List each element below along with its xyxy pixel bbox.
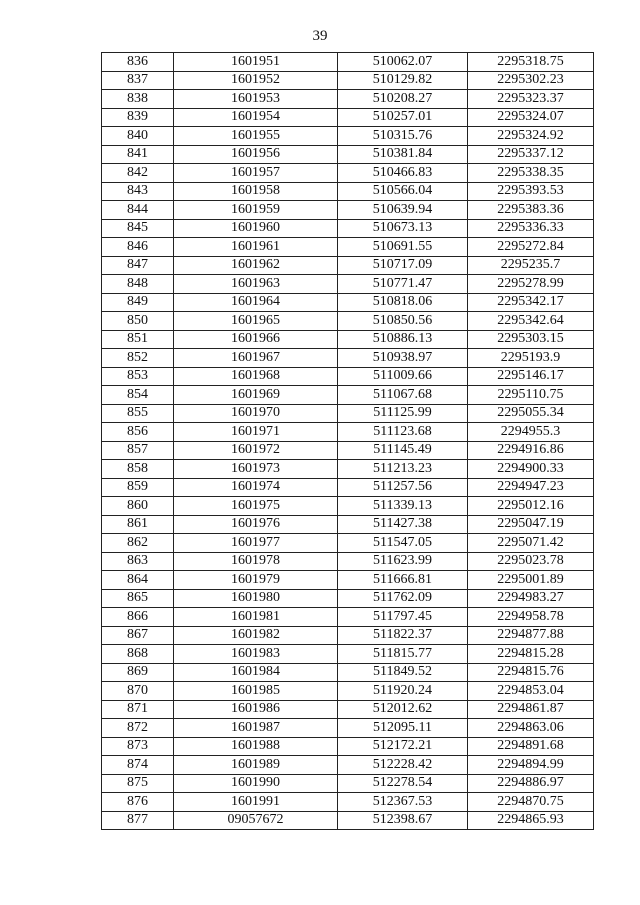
table-row <box>102 108 594 127</box>
parcel-id-cell: 1601978 <box>174 552 338 571</box>
point-number-cell: 869 <box>102 663 174 682</box>
y-coordinate-cell: 2295338.35 <box>468 164 594 183</box>
point-number-cell: 867 <box>102 626 174 645</box>
table-row <box>102 293 594 312</box>
y-coordinate-cell: 2294900.33 <box>468 460 594 479</box>
point-number-cell: 873 <box>102 737 174 756</box>
x-coordinate-cell: 512367.53 <box>338 793 468 812</box>
parcel-id-cell: 1601980 <box>174 589 338 608</box>
y-coordinate-cell: 2295146.17 <box>468 367 594 386</box>
point-number-cell: 862 <box>102 534 174 553</box>
y-coordinate-cell: 2295047.19 <box>468 515 594 534</box>
x-coordinate-cell: 511822.37 <box>338 626 468 645</box>
parcel-id-cell: 1601965 <box>174 312 338 331</box>
parcel-id-cell: 1601963 <box>174 275 338 294</box>
table-row <box>102 774 594 793</box>
table-row <box>102 737 594 756</box>
point-number-cell: 853 <box>102 367 174 386</box>
parcel-id-cell: 1601975 <box>174 497 338 516</box>
x-coordinate-cell: 510466.83 <box>338 164 468 183</box>
parcel-id-cell: 09057672 <box>174 811 338 830</box>
point-number-cell: 861 <box>102 515 174 534</box>
point-number-cell: 836 <box>102 53 174 72</box>
y-coordinate-cell: 2295337.12 <box>468 145 594 164</box>
y-coordinate-cell: 2294863.06 <box>468 719 594 738</box>
point-number-cell: 857 <box>102 441 174 460</box>
table-row <box>102 201 594 220</box>
y-coordinate-cell: 2295324.92 <box>468 127 594 146</box>
point-number-cell: 854 <box>102 386 174 405</box>
parcel-id-cell: 1601955 <box>174 127 338 146</box>
x-coordinate-cell: 511849.52 <box>338 663 468 682</box>
y-coordinate-cell: 2295235.7 <box>468 256 594 275</box>
y-coordinate-cell: 2295342.64 <box>468 312 594 331</box>
x-coordinate-cell: 511815.77 <box>338 645 468 664</box>
table-row <box>102 330 594 349</box>
table-row <box>102 386 594 405</box>
parcel-id-cell: 1601973 <box>174 460 338 479</box>
table-row <box>102 312 594 331</box>
table-row <box>102 515 594 534</box>
table-row <box>102 127 594 146</box>
y-coordinate-cell: 2295278.99 <box>468 275 594 294</box>
point-number-cell: 844 <box>102 201 174 220</box>
parcel-id-cell: 1601981 <box>174 608 338 627</box>
x-coordinate-cell: 510850.56 <box>338 312 468 331</box>
x-coordinate-cell: 510771.47 <box>338 275 468 294</box>
point-number-cell: 868 <box>102 645 174 664</box>
point-number-cell: 847 <box>102 256 174 275</box>
table-row <box>102 571 594 590</box>
x-coordinate-cell: 510818.06 <box>338 293 468 312</box>
x-coordinate-cell: 511123.68 <box>338 423 468 442</box>
y-coordinate-cell: 2295303.15 <box>468 330 594 349</box>
x-coordinate-cell: 510381.84 <box>338 145 468 164</box>
x-coordinate-cell: 510691.55 <box>338 238 468 257</box>
x-coordinate-cell: 510717.09 <box>338 256 468 275</box>
y-coordinate-cell: 2294853.04 <box>468 682 594 701</box>
x-coordinate-cell: 511067.68 <box>338 386 468 405</box>
point-number-cell: 849 <box>102 293 174 312</box>
table-row <box>102 552 594 571</box>
table-row <box>102 589 594 608</box>
parcel-id-cell: 1601953 <box>174 90 338 109</box>
x-coordinate-cell: 510639.94 <box>338 201 468 220</box>
point-number-cell: 876 <box>102 793 174 812</box>
table-row <box>102 756 594 775</box>
point-number-cell: 852 <box>102 349 174 368</box>
table-row <box>102 719 594 738</box>
x-coordinate-cell: 511547.05 <box>338 534 468 553</box>
x-coordinate-cell: 512172.21 <box>338 737 468 756</box>
y-coordinate-cell: 2295318.75 <box>468 53 594 72</box>
page-number: 39 <box>312 28 328 44</box>
table-row <box>102 367 594 386</box>
parcel-id-cell: 1601979 <box>174 571 338 590</box>
point-number-cell: 858 <box>102 460 174 479</box>
point-number-cell: 865 <box>102 589 174 608</box>
y-coordinate-cell: 2294877.88 <box>468 626 594 645</box>
x-coordinate-cell: 510886.13 <box>338 330 468 349</box>
table-row <box>102 626 594 645</box>
x-coordinate-cell: 511427.38 <box>338 515 468 534</box>
parcel-id-cell: 1601984 <box>174 663 338 682</box>
parcel-id-cell: 1601954 <box>174 108 338 127</box>
x-coordinate-cell: 510062.07 <box>338 53 468 72</box>
y-coordinate-cell: 2295110.75 <box>468 386 594 405</box>
coordinates-table <box>101 52 594 830</box>
point-number-cell: 837 <box>102 71 174 90</box>
x-coordinate-cell: 510938.97 <box>338 349 468 368</box>
point-number-cell: 842 <box>102 164 174 183</box>
y-coordinate-cell: 2295272.84 <box>468 238 594 257</box>
point-number-cell: 877 <box>102 811 174 830</box>
y-coordinate-cell: 2295023.78 <box>468 552 594 571</box>
parcel-id-cell: 1601974 <box>174 478 338 497</box>
table-row <box>102 608 594 627</box>
parcel-id-cell: 1601989 <box>174 756 338 775</box>
x-coordinate-cell: 511125.99 <box>338 404 468 423</box>
y-coordinate-cell: 2295071.42 <box>468 534 594 553</box>
point-number-cell: 840 <box>102 127 174 146</box>
parcel-id-cell: 1601958 <box>174 182 338 201</box>
parcel-id-cell: 1601976 <box>174 515 338 534</box>
table-row <box>102 645 594 664</box>
table-row <box>102 53 594 72</box>
point-number-cell: 848 <box>102 275 174 294</box>
table-row <box>102 349 594 368</box>
table-row <box>102 700 594 719</box>
parcel-id-cell: 1601962 <box>174 256 338 275</box>
point-number-cell: 864 <box>102 571 174 590</box>
table-row <box>102 497 594 516</box>
table-row <box>102 71 594 90</box>
point-number-cell: 851 <box>102 330 174 349</box>
x-coordinate-cell: 510566.04 <box>338 182 468 201</box>
parcel-id-cell: 1601968 <box>174 367 338 386</box>
y-coordinate-cell: 2294815.28 <box>468 645 594 664</box>
x-coordinate-cell: 510315.76 <box>338 127 468 146</box>
x-coordinate-cell: 511213.23 <box>338 460 468 479</box>
table-row <box>102 404 594 423</box>
x-coordinate-cell: 511257.56 <box>338 478 468 497</box>
point-number-cell: 872 <box>102 719 174 738</box>
y-coordinate-cell: 2294815.76 <box>468 663 594 682</box>
y-coordinate-cell: 2295012.16 <box>468 497 594 516</box>
point-number-cell: 846 <box>102 238 174 257</box>
parcel-id-cell: 1601959 <box>174 201 338 220</box>
parcel-id-cell: 1601966 <box>174 330 338 349</box>
y-coordinate-cell: 2295324.07 <box>468 108 594 127</box>
y-coordinate-cell: 2295001.89 <box>468 571 594 590</box>
parcel-id-cell: 1601969 <box>174 386 338 405</box>
y-coordinate-cell: 2294861.87 <box>468 700 594 719</box>
table-row <box>102 219 594 238</box>
y-coordinate-cell: 2294865.93 <box>468 811 594 830</box>
y-coordinate-cell: 2295342.17 <box>468 293 594 312</box>
parcel-id-cell: 1601982 <box>174 626 338 645</box>
parcel-id-cell: 1601964 <box>174 293 338 312</box>
point-number-cell: 871 <box>102 700 174 719</box>
parcel-id-cell: 1601988 <box>174 737 338 756</box>
table-row <box>102 423 594 442</box>
y-coordinate-cell: 2295055.34 <box>468 404 594 423</box>
parcel-id-cell: 1601951 <box>174 53 338 72</box>
point-number-cell: 855 <box>102 404 174 423</box>
point-number-cell: 838 <box>102 90 174 109</box>
x-coordinate-cell: 510208.27 <box>338 90 468 109</box>
x-coordinate-cell: 511762.09 <box>338 589 468 608</box>
x-coordinate-cell: 512095.11 <box>338 719 468 738</box>
x-coordinate-cell: 511797.45 <box>338 608 468 627</box>
table-row <box>102 682 594 701</box>
parcel-id-cell: 1601970 <box>174 404 338 423</box>
y-coordinate-cell: 2294894.99 <box>468 756 594 775</box>
y-coordinate-cell: 2295323.37 <box>468 90 594 109</box>
table-row <box>102 811 594 830</box>
parcel-id-cell: 1601957 <box>174 164 338 183</box>
y-coordinate-cell: 2295302.23 <box>468 71 594 90</box>
parcel-id-cell: 1601956 <box>174 145 338 164</box>
point-number-cell: 845 <box>102 219 174 238</box>
y-coordinate-cell: 2294955.3 <box>468 423 594 442</box>
table-row <box>102 164 594 183</box>
table-row <box>102 90 594 109</box>
point-number-cell: 866 <box>102 608 174 627</box>
y-coordinate-cell: 2294886.97 <box>468 774 594 793</box>
point-number-cell: 859 <box>102 478 174 497</box>
y-coordinate-cell: 2295393.53 <box>468 182 594 201</box>
x-coordinate-cell: 511623.99 <box>338 552 468 571</box>
y-coordinate-cell: 2294870.75 <box>468 793 594 812</box>
point-number-cell: 875 <box>102 774 174 793</box>
table-row <box>102 256 594 275</box>
y-coordinate-cell: 2295193.9 <box>468 349 594 368</box>
parcel-id-cell: 1601991 <box>174 793 338 812</box>
point-number-cell: 874 <box>102 756 174 775</box>
point-number-cell: 850 <box>102 312 174 331</box>
point-number-cell: 843 <box>102 182 174 201</box>
x-coordinate-cell: 512012.62 <box>338 700 468 719</box>
parcel-id-cell: 1601952 <box>174 71 338 90</box>
point-number-cell: 841 <box>102 145 174 164</box>
parcel-id-cell: 1601986 <box>174 700 338 719</box>
table-row <box>102 663 594 682</box>
coordinates-table-body <box>102 53 594 830</box>
x-coordinate-cell: 510673.13 <box>338 219 468 238</box>
x-coordinate-cell: 511009.66 <box>338 367 468 386</box>
y-coordinate-cell: 2294958.78 <box>468 608 594 627</box>
parcel-id-cell: 1601961 <box>174 238 338 257</box>
table-row <box>102 478 594 497</box>
parcel-id-cell: 1601985 <box>174 682 338 701</box>
point-number-cell: 860 <box>102 497 174 516</box>
x-coordinate-cell: 511666.81 <box>338 571 468 590</box>
y-coordinate-cell: 2294947.23 <box>468 478 594 497</box>
table-row <box>102 182 594 201</box>
point-number-cell: 870 <box>102 682 174 701</box>
parcel-id-cell: 1601977 <box>174 534 338 553</box>
y-coordinate-cell: 2294891.68 <box>468 737 594 756</box>
y-coordinate-cell: 2294916.86 <box>468 441 594 460</box>
table-row <box>102 441 594 460</box>
y-coordinate-cell: 2295383.36 <box>468 201 594 220</box>
table-row <box>102 145 594 164</box>
y-coordinate-cell: 2295336.33 <box>468 219 594 238</box>
x-coordinate-cell: 511339.13 <box>338 497 468 516</box>
parcel-id-cell: 1601972 <box>174 441 338 460</box>
table-row <box>102 793 594 812</box>
x-coordinate-cell: 511145.49 <box>338 441 468 460</box>
table-row <box>102 275 594 294</box>
parcel-id-cell: 1601971 <box>174 423 338 442</box>
x-coordinate-cell: 511920.24 <box>338 682 468 701</box>
table-row <box>102 534 594 553</box>
x-coordinate-cell: 512398.67 <box>338 811 468 830</box>
parcel-id-cell: 1601990 <box>174 774 338 793</box>
x-coordinate-cell: 510257.01 <box>338 108 468 127</box>
point-number-cell: 863 <box>102 552 174 571</box>
point-number-cell: 839 <box>102 108 174 127</box>
table-row <box>102 460 594 479</box>
point-number-cell: 856 <box>102 423 174 442</box>
parcel-id-cell: 1601987 <box>174 719 338 738</box>
parcel-id-cell: 1601967 <box>174 349 338 368</box>
y-coordinate-cell: 2294983.27 <box>468 589 594 608</box>
x-coordinate-cell: 510129.82 <box>338 71 468 90</box>
x-coordinate-cell: 512278.54 <box>338 774 468 793</box>
parcel-id-cell: 1601960 <box>174 219 338 238</box>
x-coordinate-cell: 512228.42 <box>338 756 468 775</box>
table-row <box>102 238 594 257</box>
parcel-id-cell: 1601983 <box>174 645 338 664</box>
